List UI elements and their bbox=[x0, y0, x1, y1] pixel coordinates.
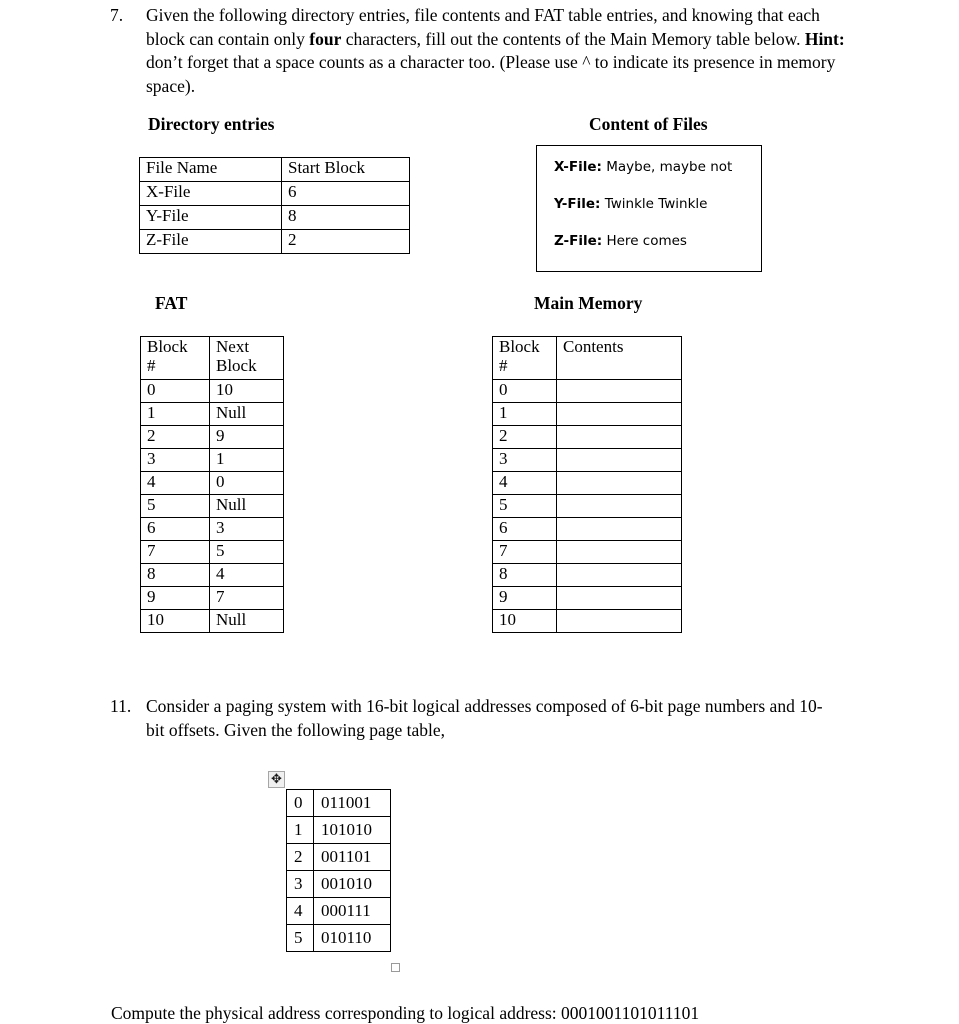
column-header-line: Contents bbox=[563, 337, 624, 356]
frame-number-cell: 000111 bbox=[314, 898, 391, 925]
table-row bbox=[287, 898, 391, 925]
block-number-cell: 10 bbox=[141, 610, 210, 633]
frame-number-cell: 010110 bbox=[314, 925, 391, 952]
column-header: Start Block bbox=[282, 158, 410, 182]
question-7 bbox=[110, 4, 850, 98]
file-content-line bbox=[554, 159, 761, 175]
value-cell[interactable] bbox=[557, 564, 682, 587]
table-row bbox=[493, 380, 682, 403]
block-number-cell: 4 bbox=[141, 472, 210, 495]
block-number-cell: 9 bbox=[141, 587, 210, 610]
value-cell[interactable]: 1 bbox=[210, 449, 284, 472]
final-question-line: Compute the physical address corresponding to logical address: 0001001101011101 bbox=[111, 1003, 700, 1023]
question-7-text bbox=[146, 4, 846, 98]
fat-table bbox=[140, 336, 284, 633]
value-cell[interactable] bbox=[557, 541, 682, 564]
directory-entries-heading: Directory entries bbox=[148, 114, 275, 134]
table-row bbox=[493, 403, 682, 426]
table-resize-handle[interactable] bbox=[391, 963, 400, 972]
table-row bbox=[141, 449, 284, 472]
table-row bbox=[287, 925, 391, 952]
content-of-files-heading: Content of Files bbox=[589, 114, 708, 134]
block-number-cell: 0 bbox=[141, 380, 210, 403]
value-cell[interactable]: 5 bbox=[210, 541, 284, 564]
table-row bbox=[287, 790, 391, 817]
body-text: Consider a paging system with 16-bit logical addresses composed of 6-bit page numbers and 10-bit offsets. Given the following page table, bbox=[146, 696, 823, 740]
table-row bbox=[493, 518, 682, 541]
block-number-cell: 0 bbox=[493, 380, 557, 403]
value-cell[interactable] bbox=[557, 518, 682, 541]
table-row bbox=[141, 403, 284, 426]
table-row bbox=[140, 182, 410, 206]
value-cell[interactable] bbox=[557, 472, 682, 495]
page-number-cell: 3 bbox=[287, 871, 314, 898]
table-row bbox=[493, 587, 682, 610]
table-row bbox=[493, 610, 682, 633]
value-cell[interactable]: Null bbox=[210, 403, 284, 426]
frame-number-cell: 001010 bbox=[314, 871, 391, 898]
table-row bbox=[141, 541, 284, 564]
emphasis-text: Hint: bbox=[804, 28, 845, 49]
block-number-cell: 3 bbox=[493, 449, 557, 472]
value-cell[interactable] bbox=[557, 403, 682, 426]
page-number-cell: 0 bbox=[287, 790, 314, 817]
table-header-row bbox=[493, 337, 682, 380]
value-cell[interactable] bbox=[557, 380, 682, 403]
block-number-cell: 10 bbox=[493, 610, 557, 633]
value-cell[interactable] bbox=[557, 449, 682, 472]
file-content-text: Maybe, maybe not bbox=[601, 159, 733, 175]
file-content-line bbox=[554, 196, 761, 212]
column-header-line: # bbox=[499, 356, 508, 375]
block-number-cell: 2 bbox=[493, 426, 557, 449]
frame-number-cell: 001101 bbox=[314, 844, 391, 871]
value-cell[interactable]: 9 bbox=[210, 426, 284, 449]
table-cell: X-File bbox=[140, 182, 282, 206]
table-cell: 2 bbox=[282, 230, 410, 254]
fat-heading: FAT bbox=[155, 293, 188, 313]
column-header bbox=[493, 337, 557, 380]
table-row bbox=[140, 230, 410, 254]
page-number-cell: 5 bbox=[287, 925, 314, 952]
emphasis-text: four bbox=[309, 28, 342, 49]
directory-entries-table bbox=[139, 157, 410, 254]
table-row bbox=[493, 449, 682, 472]
table-row bbox=[493, 541, 682, 564]
question-7-number: 7. bbox=[110, 5, 124, 25]
block-number-cell: 8 bbox=[141, 564, 210, 587]
column-header-line: Block bbox=[499, 337, 540, 356]
table-header-row bbox=[140, 158, 410, 182]
table-row bbox=[287, 844, 391, 871]
table-cell: Y-File bbox=[140, 206, 282, 230]
column-header: File Name bbox=[140, 158, 282, 182]
block-number-cell: 5 bbox=[493, 495, 557, 518]
table-row bbox=[141, 495, 284, 518]
table-cell: Z-File bbox=[140, 230, 282, 254]
table-row bbox=[287, 817, 391, 844]
block-number-cell: 5 bbox=[141, 495, 210, 518]
block-number-cell: 7 bbox=[141, 541, 210, 564]
value-cell[interactable]: 0 bbox=[210, 472, 284, 495]
file-name-label: X-File: bbox=[554, 159, 602, 175]
question-11-number: 11. bbox=[110, 696, 132, 716]
file-name-label: Y-File: bbox=[554, 196, 601, 212]
frame-number-cell: 101010 bbox=[314, 817, 391, 844]
value-cell[interactable]: 4 bbox=[210, 564, 284, 587]
value-cell[interactable]: 3 bbox=[210, 518, 284, 541]
column-header-line: Block bbox=[216, 356, 257, 375]
table-row bbox=[287, 871, 391, 898]
table-row bbox=[141, 380, 284, 403]
file-content-line bbox=[554, 233, 761, 249]
block-number-cell: 7 bbox=[493, 541, 557, 564]
file-content-text: Here comes bbox=[602, 233, 687, 249]
question-11-text bbox=[146, 695, 836, 742]
block-number-cell: 1 bbox=[493, 403, 557, 426]
block-number-cell: 8 bbox=[493, 564, 557, 587]
value-cell[interactable] bbox=[557, 426, 682, 449]
table-row bbox=[141, 587, 284, 610]
main-memory-heading: Main Memory bbox=[534, 293, 643, 313]
table-header-row bbox=[141, 337, 284, 380]
question-11 bbox=[110, 695, 850, 742]
page-number-cell: 1 bbox=[287, 817, 314, 844]
block-number-cell: 2 bbox=[141, 426, 210, 449]
file-content-text: Twinkle Twinkle bbox=[600, 196, 708, 212]
value-cell[interactable] bbox=[557, 495, 682, 518]
column-header-line: Next bbox=[216, 337, 250, 356]
table-row bbox=[140, 206, 410, 230]
page-number-cell: 2 bbox=[287, 844, 314, 871]
block-number-cell: 4 bbox=[493, 472, 557, 495]
main-memory-table bbox=[492, 336, 682, 633]
table-row bbox=[141, 564, 284, 587]
block-number-cell: 1 bbox=[141, 403, 210, 426]
column-header-line: # bbox=[147, 356, 156, 375]
table-row bbox=[493, 495, 682, 518]
frame-number-cell: 011001 bbox=[314, 790, 391, 817]
value-cell[interactable]: Null bbox=[210, 495, 284, 518]
table-cell: 6 bbox=[282, 182, 410, 206]
table-row bbox=[141, 426, 284, 449]
file-name-label: Z-File: bbox=[554, 233, 603, 249]
block-number-cell: 6 bbox=[141, 518, 210, 541]
table-cell: 8 bbox=[282, 206, 410, 230]
body-text: don’t forget that a space counts as a character too. (Please use ^ to indicate its presence in memory space). bbox=[146, 52, 836, 96]
table-move-handle[interactable] bbox=[268, 771, 285, 788]
value-cell[interactable] bbox=[557, 610, 682, 633]
table-row bbox=[493, 426, 682, 449]
move-cross-icon: ✥ bbox=[271, 772, 282, 787]
value-cell[interactable] bbox=[557, 587, 682, 610]
value-cell[interactable]: 7 bbox=[210, 587, 284, 610]
table-row bbox=[493, 472, 682, 495]
block-number-cell: 6 bbox=[493, 518, 557, 541]
column-header bbox=[141, 337, 210, 380]
body-text: Given the following directory entries, file contents and FAT table entries, and knowing that each block can contain only bbox=[146, 5, 820, 49]
table-row bbox=[141, 518, 284, 541]
value-cell[interactable]: Null bbox=[210, 610, 284, 633]
block-number-cell: 9 bbox=[493, 587, 557, 610]
column-header bbox=[210, 337, 284, 380]
column-header-line: Block bbox=[147, 337, 188, 356]
value-cell[interactable]: 10 bbox=[210, 380, 284, 403]
table-row bbox=[141, 472, 284, 495]
block-number-cell: 3 bbox=[141, 449, 210, 472]
table-row bbox=[141, 610, 284, 633]
page-table bbox=[286, 789, 391, 952]
table-row bbox=[493, 564, 682, 587]
page-number-cell: 4 bbox=[287, 898, 314, 925]
content-of-files-box bbox=[536, 145, 762, 272]
body-text: characters, fill out the contents of the Main Memory table below. bbox=[341, 28, 805, 49]
column-header bbox=[557, 337, 682, 380]
